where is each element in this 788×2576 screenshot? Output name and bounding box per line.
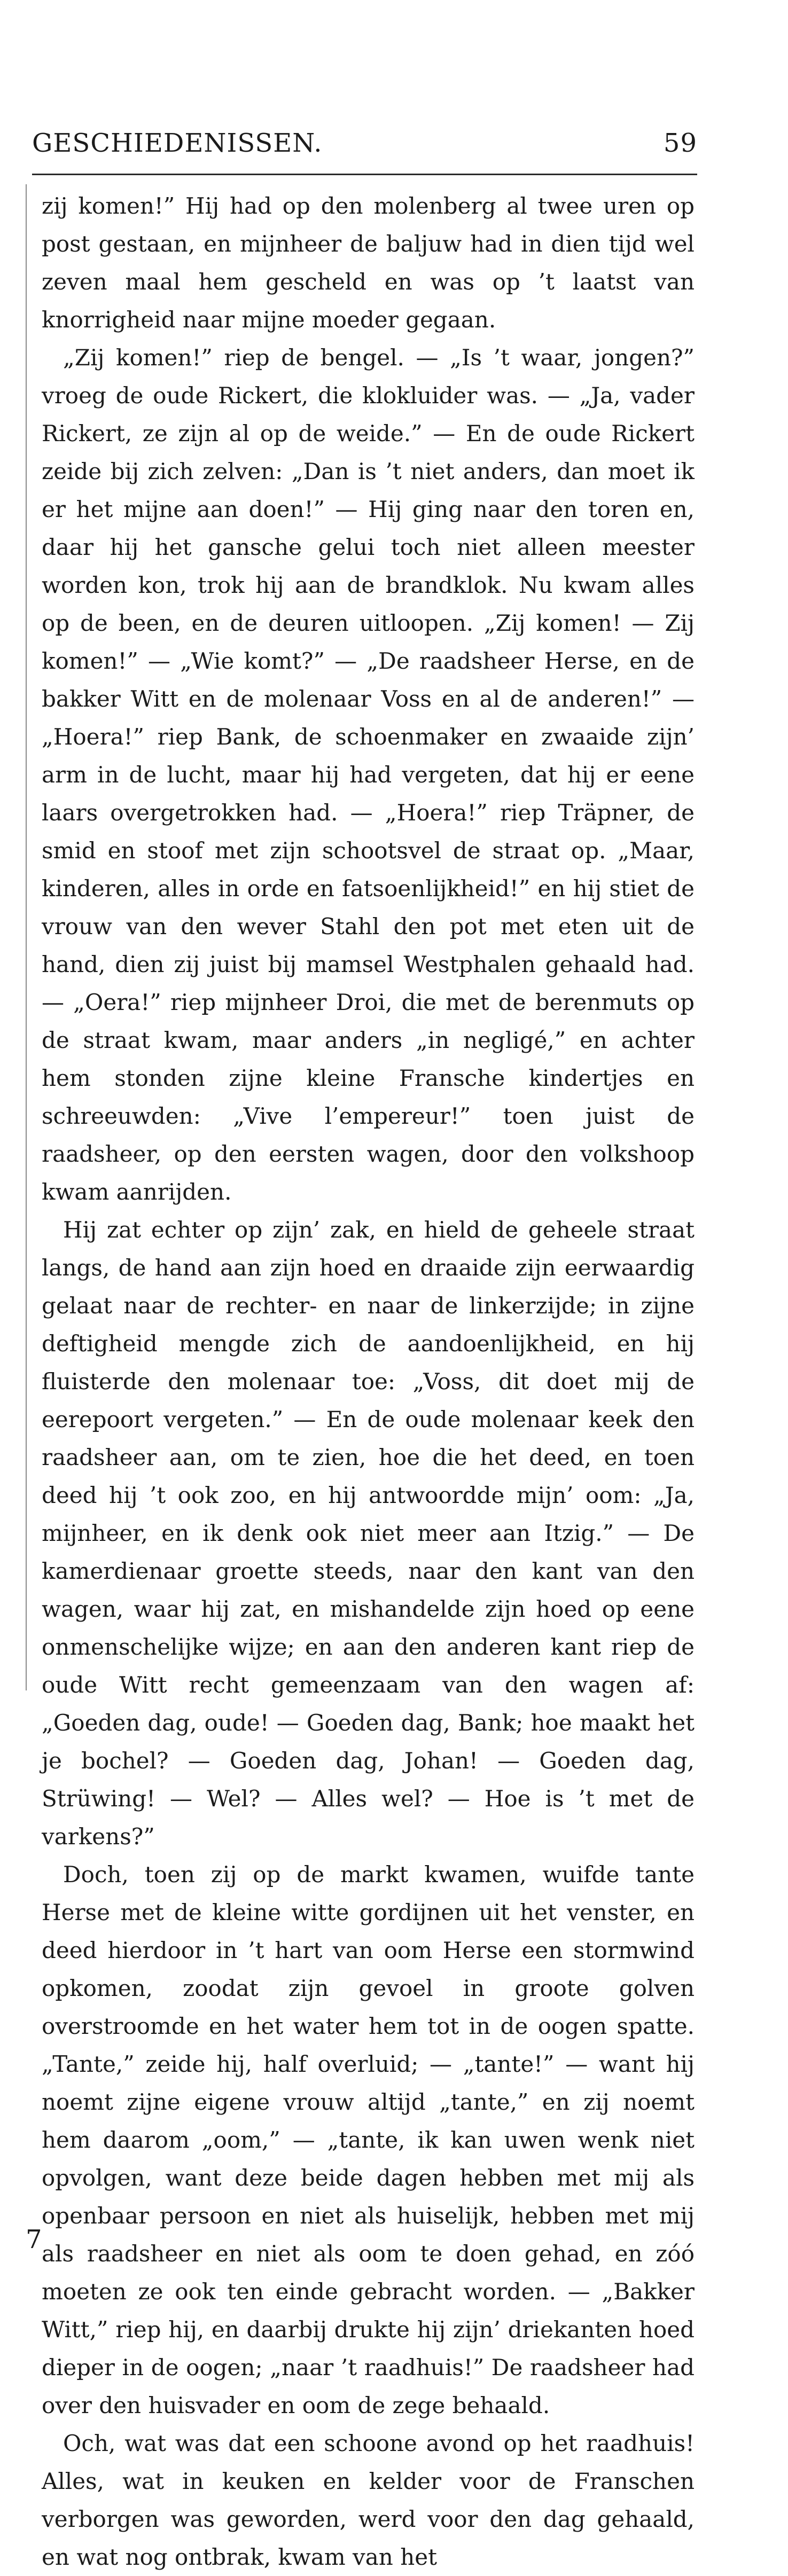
paragraph: „Zij komen!” riep de bengel. — „Is ’t waar, jongen?” vroeg de oude Rickert, die klokluider was. — „Ja, vader Rickert, ze zijn al op de weide.” — En de oude Rickert zeide bij zich zelven: „Dan is ’t niet anders, dan moet ik er het mijne aan doen!” — Hij ging naar den toren en, daar hij het gansche gelui toch niet alleen meester worden kon, trok hij aan de brandklok. Nu kwam alles op de been, en de deuren uitloopen. „Zij komen! — Zij komen!” — „Wie komt?” — „De raadsheer Herse, en de bakker Witt en de molenaar Voss en al de anderen!” — „Hoera!” riep Bank, de schoenmaker en zwaaide zijn’ arm in de lucht, maar hij had vergeten, dat hij er eene laars overgetrokken had. — „Hoera!” riep Träpner, de smid en stoof met zijn schootsvel de straat op. „Maar, kinderen, alles in orde en fatsoenlijkheid!” en hij stiet de vrouw van den wever Stahl den pot met eten uit de hand, dien zij juist bij mamsel Westphalen gehaald had. — „Oera!” riep mijnheer Droi, die met de berenmuts op de straat kwam, maar anders „in negligé,” en achter hem stonden zijne kleine Fransche kindertjes en schreeuwden: „Vive l’empereur!” toen juist de raadsheer, op den eersten wagen, door den volkshoop kwam aanrijden. xyxy=(42,344,695,1205)
running-head xyxy=(32,128,697,160)
paragraph: Doch, toen zij op de markt kwamen, wuifde tante Herse met de kleine witte gordijnen uit het venster, en deed hierdoor in ’t hart van oom Herse een stormwind opkomen, zoodat zijn gevoel in groote golven overstroomde en het water hem tot in de oogen spatte. „Tante,” zeide hij, half overluid; — „tante!” — want hij noemt zijne eigene vrouw altijd „tante,” en zij noemt hem daarom „oom,” — „tante, ik kan uwen wenk niet opvolgen, want deze beide dagen hebben met mij als openbaar persoon en niet als huiselijk, hebben met mij als raadsheer en niet als oom te doen gehad, en zóó moeten ze ook ten einde gebracht worden. — „Bakker Witt,” riep hij, en daarbij drukte hij zijn’ driekanten hoed dieper in de oogen; „naar ’t raadhuis!” De raadsheer had over den huisvader en oom de zege behaald. xyxy=(42,1861,695,2418)
header-rule xyxy=(32,174,697,175)
paragraph: Hij zat echter op zijn’ zak, en hield de geheele straat langs, de hand aan zijn hoed en draaide zijn eerwaardig gelaat naar de rechter- en naar de linkerzijde; in zijne deftigheid mengde zich de aandoenlijkheid, en hij fluisterde den molenaar toe: „Voss, dit doet mij de eerepoort vergeten.” — En de oude molenaar keek den raadsheer aan, om te zien, hoe die het deed, en toen deed hij ’t ook zoo, en hij antwoordde mijn’ oom: „Ja, mijnheer, en ik denk ook niet meer aan Itzig.” — De kamerdienaar groette steeds, naar den kant van den wagen, waar hij zat, en mishandelde zijn hoed op eene onmenschelijke wijze; en aan den anderen kant riep de oude Witt recht gemeenzaam van den wagen af: „Goeden dag, oude! — Goeden dag, Bank; hoe maakt het je bochel? — Goeden dag, Johan! — Goeden dag, Strüwing! — Wel? — Alles wel? — Hoe is ’t met de varkens?” xyxy=(42,1217,695,1850)
paragraph: zij komen!” Hij had op den molenberg al twee uren op post gestaan, en mijnheer de baljuw had in dien tijd wel zeven maal hem gescheld en was op ’t laatst van knorrigheid naar mijne moeder gegaan. xyxy=(42,193,695,333)
printer-signature: 7 xyxy=(26,2225,42,2254)
body-text xyxy=(42,187,695,2576)
margin-line xyxy=(26,184,27,1690)
paragraph: Och, wat was dat een schoone avond op het raadhuis! Alles, wat in keuken en kelder voor de Franschen verborgen was geworden, werd voor den dag gehaald, en wat nog ontbrak, kwam van het xyxy=(42,2430,695,2570)
page-number: 59 xyxy=(663,128,697,158)
running-title: GESCHIEDENISSEN. xyxy=(32,128,323,158)
